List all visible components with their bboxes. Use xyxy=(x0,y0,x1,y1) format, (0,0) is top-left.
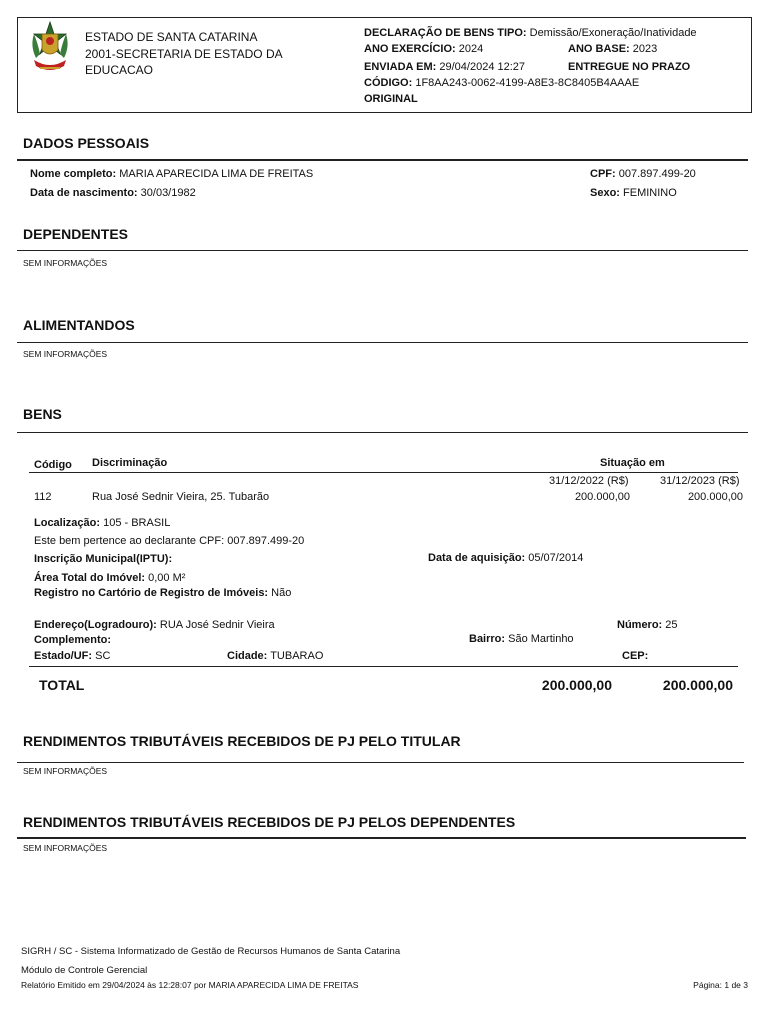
bairro-value: São Martinho xyxy=(508,633,574,645)
cpf-label: CPF: xyxy=(590,168,616,180)
cpf-value: 007.897.499-20 xyxy=(618,168,696,180)
total-label: TOTAL xyxy=(39,677,85,693)
endereco-label: Endereço(Logradouro): xyxy=(34,619,157,631)
codigo-value: 1F8AA243-0062-4199-A8E3-8C8405B4AAAE xyxy=(415,77,640,89)
col-date-2023: 31/12/2023 (R$) xyxy=(660,475,740,487)
data-aquisicao xyxy=(428,552,583,564)
estado-uf xyxy=(34,650,110,662)
org-line2: 2001-SECRETARIA DE ESTADO DA EDUCACAO xyxy=(85,46,282,77)
sexo-label: Sexo: xyxy=(590,187,620,199)
enviada-label: ENVIADA EM: xyxy=(364,61,437,73)
ano-exercicio-label: ANO EXERCÍCIO: xyxy=(364,43,456,55)
endereco-value: RUA José Sednir Vieira xyxy=(159,619,275,631)
registro-label: Registro no Cartório de Registro de Imóveis: xyxy=(34,587,269,599)
divider xyxy=(17,837,746,839)
area-value: 0,00 M² xyxy=(148,572,186,584)
table-header-divider xyxy=(29,472,738,473)
estado-value: SC xyxy=(95,650,111,662)
localizacao-value: 105 - BRASIL xyxy=(103,517,171,529)
nome-value: MARIA APARECIDA LIMA DE FREITAS xyxy=(119,168,314,180)
rend-titular-title: RENDIMENTOS TRIBUTÁVEIS RECEBIDOS DE PJ PELO TITULAR xyxy=(23,733,461,749)
ano-base-label: ANO BASE: xyxy=(568,43,630,55)
decl-type-label: DECLARAÇÃO DE BENS TIPO: xyxy=(364,27,527,39)
codigo-label: CÓDIGO: xyxy=(364,77,413,89)
aquisicao-label: Data de aquisição: xyxy=(428,552,526,564)
divider xyxy=(17,342,748,343)
pertence-declarante: Este bem pertence ao declarante CPF: 007.897.499-20 xyxy=(34,535,305,547)
footer-relatorio: Relatório Emitido em 29/04/2024 às 12:28:07 por MARIA APARECIDA LIMA DE FREITAS xyxy=(21,980,359,990)
rend-titular-empty: SEM INFORMAÇÕES xyxy=(23,766,108,776)
nasc-value: 30/03/1982 xyxy=(140,187,196,199)
cidade-label: Cidade: xyxy=(227,650,268,662)
organization-name xyxy=(85,29,295,79)
nome-completo xyxy=(30,168,313,180)
col-date-2022: 31/12/2022 (R$) xyxy=(549,475,629,487)
estado-label: Estado/UF: xyxy=(34,650,93,662)
complemento-label: Complemento: xyxy=(34,634,111,646)
org-line1: ESTADO DE SANTA CATARINA xyxy=(85,30,258,44)
cpf xyxy=(590,168,696,180)
original-label: ORIGINAL xyxy=(364,93,418,105)
decl-type-value: Demissão/Exoneração/Inatividade xyxy=(529,27,697,39)
divider xyxy=(17,432,748,433)
bairro xyxy=(469,633,574,645)
iptu-label: Inscrição Municipal(IPTU): xyxy=(34,553,173,565)
entrega-status: ENTREGUE NO PRAZO xyxy=(568,61,691,73)
localizacao-label: Localização: xyxy=(34,517,101,529)
sexo-value: FEMININO xyxy=(623,187,677,199)
page-number: Página: 1 de 3 xyxy=(693,980,748,990)
codigo xyxy=(364,77,639,89)
col-situacao: Situação em xyxy=(600,457,665,469)
col-discriminacao: Discriminação xyxy=(92,457,168,469)
numero-label: Número: xyxy=(617,619,663,631)
divider xyxy=(17,159,748,161)
footer-sistema: SIGRH / SC - Sistema Informatizado de Gestão de Recursos Humanos de Santa Catarina xyxy=(21,946,401,957)
coat-of-arms-icon xyxy=(26,20,74,78)
bens-title: BENS xyxy=(23,406,62,422)
cidade-value: TUBARAO xyxy=(270,650,324,662)
bairro-label: Bairro: xyxy=(469,633,506,645)
alimentandos-empty: SEM INFORMAÇÕES xyxy=(23,349,108,359)
endereco xyxy=(34,619,275,631)
bem-discriminacao: Rua José Sednir Vieira, 25. Tubarão xyxy=(92,491,270,503)
localizacao xyxy=(34,517,170,529)
area-label: Área Total do Imóvel: xyxy=(34,572,146,584)
registro-cartorio xyxy=(34,587,291,599)
ano-base xyxy=(568,43,657,55)
enviada-em xyxy=(364,61,525,73)
total-divider xyxy=(29,666,738,667)
bem-valor-2022: 200.000,00 xyxy=(574,491,630,503)
data-nascimento xyxy=(30,187,196,199)
rend-dependentes-title: RENDIMENTOS TRIBUTÁVEIS RECEBIDOS DE PJ PELOS DEPENDENTES xyxy=(23,814,516,830)
divider xyxy=(17,762,744,763)
ano-exercicio xyxy=(364,43,483,55)
total-2022: 200.000,00 xyxy=(541,677,612,693)
numero xyxy=(617,619,678,631)
numero-value: 25 xyxy=(665,619,678,631)
footer-modulo: Módulo de Controle Gerencial xyxy=(21,965,148,976)
bem-codigo: 112 xyxy=(34,491,52,503)
dados-pessoais-title: DADOS PESSOAIS xyxy=(23,135,150,151)
divider xyxy=(17,250,748,251)
ano-base-value: 2023 xyxy=(632,43,658,55)
cidade xyxy=(227,650,323,662)
nasc-label: Data de nascimento: xyxy=(30,187,138,199)
col-codigo: Código xyxy=(34,459,72,471)
cep-label: CEP: xyxy=(622,650,649,662)
dependentes-empty: SEM INFORMAÇÕES xyxy=(23,258,108,268)
bem-valor-2023: 200.000,00 xyxy=(687,491,743,503)
total-2023: 200.000,00 xyxy=(662,677,733,693)
nome-label: Nome completo: xyxy=(30,168,117,180)
decl-type xyxy=(364,27,697,39)
dependentes-title: DEPENDENTES xyxy=(23,226,129,242)
area-total xyxy=(34,572,185,584)
sexo xyxy=(590,187,677,199)
aquisicao-value: 05/07/2014 xyxy=(528,552,584,564)
enviada-value: 29/04/2024 12:27 xyxy=(439,61,526,73)
ano-exercicio-value: 2024 xyxy=(458,43,484,55)
registro-value: Não xyxy=(271,587,292,599)
rend-dependentes-empty: SEM INFORMAÇÕES xyxy=(23,843,108,853)
alimentandos-title: ALIMENTANDOS xyxy=(23,317,135,333)
